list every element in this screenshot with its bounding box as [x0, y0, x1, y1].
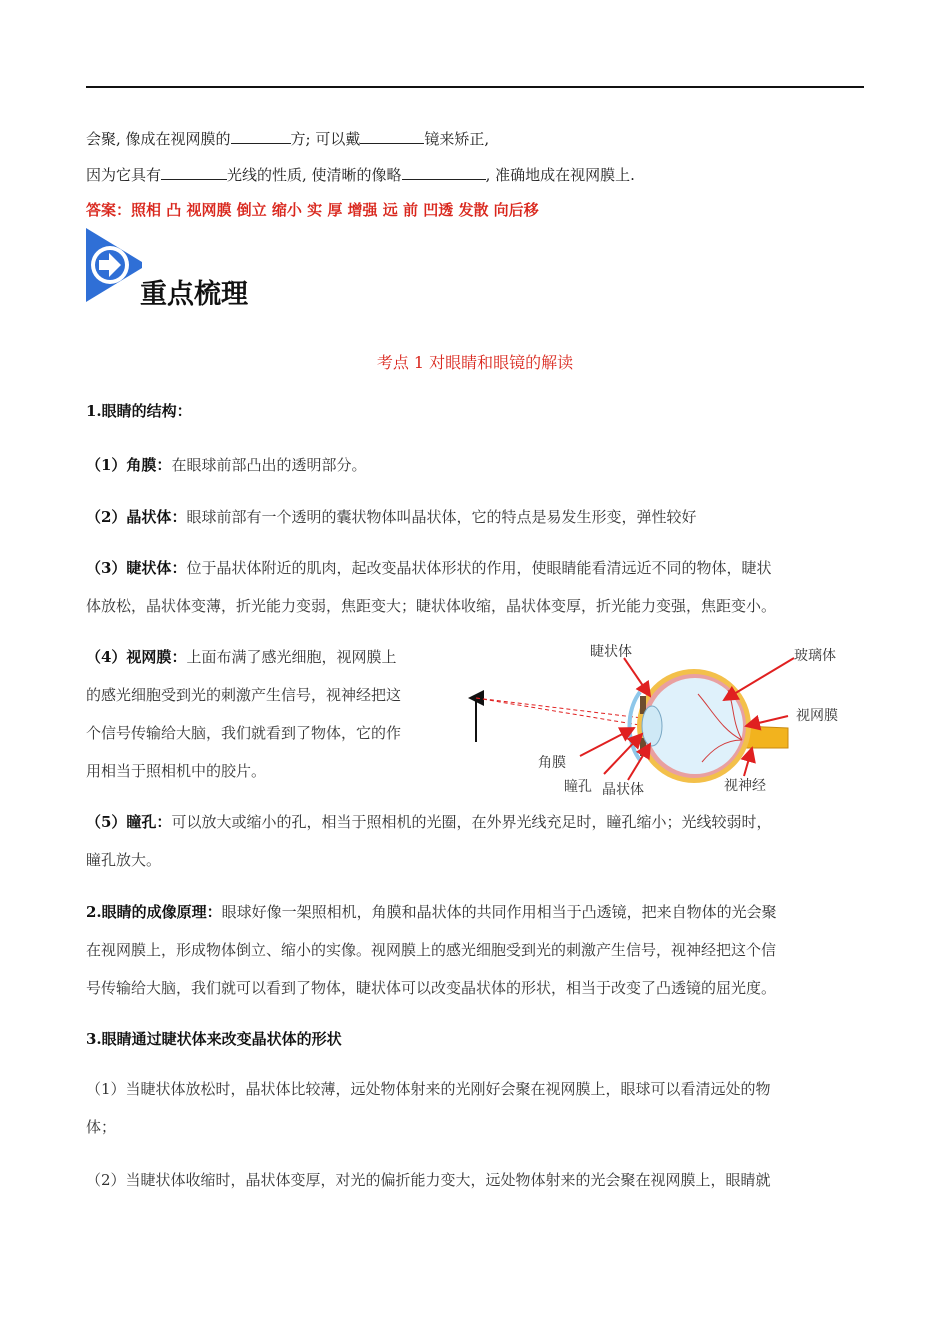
item-text: （1）当睫状体放松时，晶状体比较薄，远处物体射来的光刚好会聚在视网膜上，眼球可以看清远处的物 — [86, 1080, 771, 1098]
item-cornea — [86, 446, 366, 484]
section-title: 重点梳理 — [140, 279, 248, 310]
label-pupil: 瞳孔 — [564, 779, 592, 795]
fill-text: 光线的性质, 使清晰的像略 — [227, 166, 402, 184]
blank — [402, 165, 486, 180]
label-lens: 晶状体 — [602, 782, 644, 798]
blank — [360, 129, 424, 144]
blank — [231, 129, 291, 144]
label-nerve: 视神经 — [724, 778, 766, 794]
imaging-principle — [86, 893, 777, 1007]
item-lens — [86, 498, 696, 536]
ciliary-item-2 — [86, 1161, 771, 1199]
item-text: 眼球好像一架照相机，角膜和晶状体的共同作用相当于凸透镜，把来自物体的光会聚 — [221, 903, 777, 921]
item-ciliary — [86, 549, 776, 625]
eye-diagram — [462, 630, 862, 805]
fill-text: 镜来矫正, — [424, 130, 490, 148]
label-vitreous: 玻璃体 — [794, 648, 836, 664]
label-retina: 视网膜 — [796, 708, 838, 724]
item-text: 眼球前部有一个透明的囊状物体叫晶状体，它的特点是易发生形变，弹性较好 — [186, 508, 697, 526]
pointer-ciliary — [624, 658, 650, 696]
item-label: 2.眼睛的成像原理： — [86, 903, 222, 921]
item-label: （2）晶状体： — [86, 508, 187, 526]
item-text: 号传输给大脑，我们就可以看到了物体，睫状体可以改变晶状体的形状，相当于改变了凸透镜的屈光度。 — [86, 979, 777, 997]
item-text: 位于晶状体附近的肌肉，起改变晶状体形状的作用，使眼睛能看清远近不同的物体，睫状 — [186, 559, 772, 577]
lens — [642, 706, 662, 746]
item-text: 上面布满了感光细胞，视网膜上 — [186, 648, 397, 666]
item-text: 体放松，晶状体变薄，折光能力变弱，焦距变大；睫状体收缩，晶状体变厚，折光能力变强，焦距变小。 — [86, 597, 777, 615]
fill-line-2 — [86, 164, 635, 185]
item-retina — [86, 638, 401, 790]
item-text: 可以放大或缩小的孔，相当于照相机的光圈，在外界光线充足时，瞳孔缩小；光线较弱时， — [171, 813, 772, 831]
heading-eye-structure: 1.眼睛的结构： — [86, 402, 192, 420]
pointer-lens — [628, 744, 650, 780]
item-text: 个信号传输给大脑，我们就看到了物体，它的作 — [86, 724, 402, 742]
answer-line: 答案：照相 凸 视网膜 倒立 缩小 实 厚 增强 远 前 凹透 发散 向后移 — [86, 201, 539, 219]
pointer-retina — [746, 716, 788, 726]
item-text: 用相当于照相机中的胶片。 — [86, 762, 267, 780]
heading-ciliary-function: 3.眼睛通过睫状体来改变晶状体的形状 — [86, 1030, 342, 1048]
item-pupil — [86, 803, 771, 879]
fill-line-1 — [86, 128, 489, 149]
fill-text: 方; 可以戴 — [290, 130, 361, 148]
fill-text: 会聚, 像成在视网膜的 — [86, 130, 231, 148]
item-text: 在视网膜上，形成物体倒立、缩小的实像。视网膜上的感光细胞受到光的刺激产生信号，视神经把这个信 — [86, 941, 777, 959]
header-rule — [86, 86, 864, 88]
blank — [161, 165, 227, 180]
topic-title: 考点 1 对眼睛和眼镜的解读 — [376, 353, 574, 372]
pointer-nerve — [744, 748, 752, 776]
pointer-vitreous — [724, 658, 794, 700]
fill-text: , 准确地成在视网膜上. — [485, 166, 635, 184]
label-ciliary: 睫状体 — [590, 644, 632, 660]
arrow-circle-icon — [86, 228, 142, 302]
item-label: （1）角膜： — [86, 456, 172, 474]
item-text: 在眼球前部凸出的透明部分。 — [171, 456, 367, 474]
item-text: 体； — [86, 1118, 117, 1136]
fill-text: 因为它具有 — [86, 166, 162, 184]
item-text: 的感光细胞受到光的刺激产生信号，视神经把这 — [86, 686, 402, 704]
item-text: 瞳孔放大。 — [86, 851, 162, 869]
label-cornea: 角膜 — [538, 755, 566, 771]
item-label: （3）睫状体： — [86, 559, 187, 577]
light-ray — [476, 698, 642, 718]
item-text: （2）当睫状体收缩时，晶状体变厚，对光的偏折能力变大，远处物体射来的光会聚在视网膜上，眼睛就 — [86, 1171, 771, 1189]
item-label: （4）视网膜： — [86, 648, 187, 666]
ciliary-item-1 — [86, 1070, 771, 1146]
item-label: （5）瞳孔： — [86, 813, 172, 831]
